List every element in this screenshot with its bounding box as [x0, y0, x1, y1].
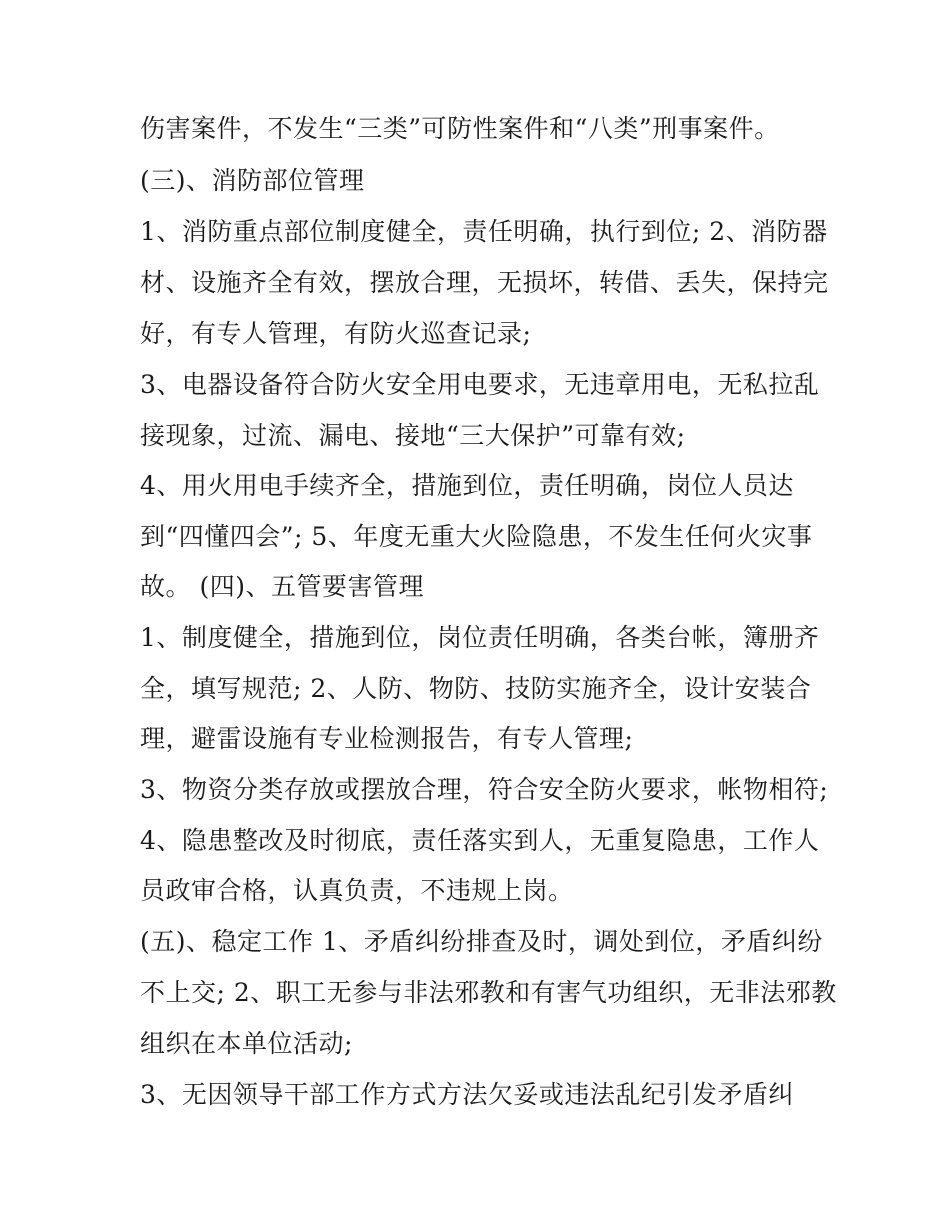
- text-line: 员政审合格，认真负责，不违规上岗。: [140, 876, 574, 905]
- text-line: 到“四懂四会”; 5、年度无重大火险隐患，不发生任何火灾事: [140, 522, 813, 551]
- text-line: 1、制度健全，措施到位，岗位责任明确，各类台帐，簿册齐: [140, 623, 820, 652]
- text-line: 3、无因领导干部工作方式方法欠妥或违法乱纪引发矛盾纠: [140, 1080, 794, 1109]
- text-line: 3、物资分类存放或摆放合理，符合安全防火要求，帐物相符;: [140, 775, 829, 804]
- text-line: 不上交; 2、职工无参与非法邪教和有害气功组织，无非法邪教: [140, 978, 837, 1007]
- text-line: 伤害案件，不发生“三类”可防性案件和“八类”刑事案件。: [140, 114, 780, 143]
- text-line: 组织在本单位活动;: [140, 1029, 353, 1058]
- text-line: 3、电器设备符合防火安全用电要求，无违章用电，无私拉乱: [140, 370, 820, 399]
- text-line: 4、用火用电手续齐全，措施到位，责任明确，岗位人员达: [140, 471, 794, 500]
- text-line: 故。 (四)、五管要害管理: [140, 572, 424, 601]
- text-line: 全，填写规范; 2、人防、物防、技防实施齐全，设计安装合: [140, 674, 812, 703]
- text-line: 1、消防重点部位制度健全，责任明确，执行到位; 2、消防器: [140, 217, 828, 246]
- text-line: 4、隐患整改及时彻底，责任落实到人，无重复隐患，工作人: [140, 826, 820, 855]
- text-line: 理，避雷设施有专业检测报告，有专人管理;: [140, 724, 634, 753]
- text-line: 接现象，过流、漏电、接地“三大保护”可靠有效;: [140, 421, 686, 450]
- text-line: 好，有专人管理，有防火巡查记录;: [140, 319, 532, 348]
- text-line: 材、设施齐全有效，摆放合理，无损坏，转借、丢失，保持完: [140, 268, 829, 297]
- text-line: (五)、稳定工作 1、矛盾纠纷排查及时，调处到位，矛盾纠纷: [140, 927, 823, 956]
- section-heading: (三)、消防部位管理: [140, 166, 365, 195]
